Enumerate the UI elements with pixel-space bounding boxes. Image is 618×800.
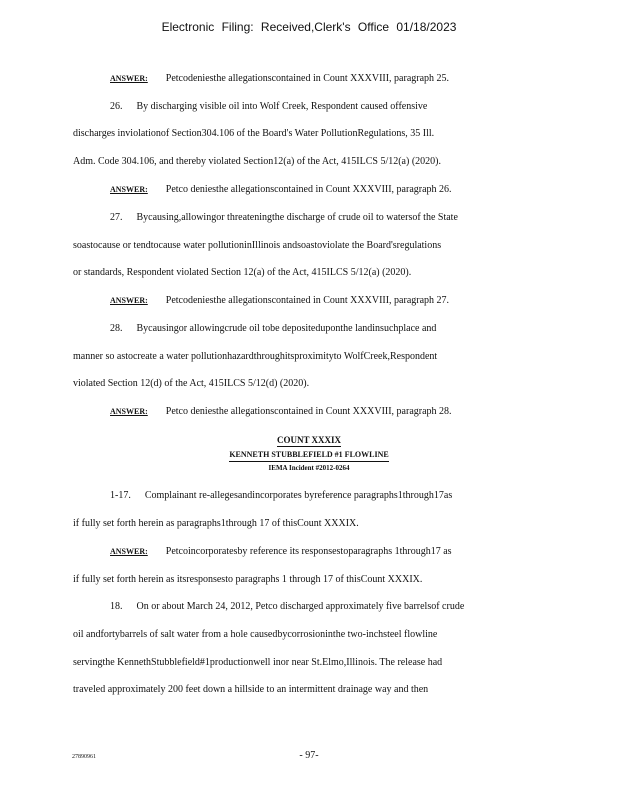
answer-paragraph-1-17-line-2: if fully set forth herein as itsresponsesto paragraphs 1 through 17 of thisCount XXXIX.: [73, 574, 423, 585]
paragraph-number: 26.: [110, 101, 123, 112]
paragraph-number: 27.: [110, 212, 123, 223]
answer-paragraph-26: [110, 184, 452, 196]
page-number: - 97-: [299, 750, 319, 761]
answer-text: Petco deniesthe allegationscontained in Count XXXVIII, paragraph 26.: [165, 184, 452, 195]
paragraph-27-line-2: soastocause or tendtocause water pollutioninIllinois andsoastoviolate the Board'sregulations: [73, 240, 442, 251]
answer-paragraph-27: [110, 295, 449, 307]
filing-stamp-header: Electronic Filing: Received,Clerk's Office 01/18/2023: [161, 20, 457, 34]
paragraph-text: Complainant re-allegesandincorporates byreference paragraphs1through17as: [144, 490, 453, 501]
paragraph-number: 1-17.: [110, 490, 131, 501]
paragraph-text: Bycausingor allowingcrude oil tobe depositeduponthe landinsuchplace and: [136, 323, 437, 334]
paragraph-18-line-4: traveled approximately 200 feet down a hillside to an intermittent drainage way and then: [73, 684, 429, 695]
paragraph-26-line-1: [110, 101, 427, 113]
answer-label: ANSWER:: [110, 547, 148, 556]
paragraph-28-line-1: [110, 323, 436, 335]
answer-label: ANSWER:: [110, 407, 148, 416]
paragraph-26-line-3: Adm. Code 304.106, and thereby violated Section12(a) of the Act, 415ILCS 5/12(a) (2020).: [73, 156, 441, 167]
answer-label: ANSWER:: [110, 74, 148, 83]
count-heading: [0, 434, 618, 447]
paragraph-26-line-2: discharges inviolationof Section304.106 of the Board's Water PollutionRegulations, 35 Ill.: [73, 128, 435, 139]
answer-text: Petcoincorporatesby reference its responsestoparagraphs 1through17 as: [165, 546, 452, 557]
paragraph-text: Bycausing,allowingor threateningthe discharge of crude oil to watersof the State: [136, 212, 458, 223]
answer-paragraph-28: [110, 406, 452, 418]
paragraph-1-17-line-1: [110, 490, 452, 502]
document-id: 27890961: [72, 754, 96, 760]
paragraph-18-line-1: [110, 601, 464, 613]
paragraph-text: On or about March 24, 2012, Petco discharged approximately five barrelsof crude: [136, 601, 465, 612]
answer-text: Petco deniesthe allegationscontained in Count XXXVIII, paragraph 28.: [165, 406, 452, 417]
count-title: COUNT XXXIX: [276, 435, 342, 445]
paragraph-number: 28.: [110, 323, 123, 334]
count-subtitle: [0, 449, 618, 462]
answer-text: Petcodeniesthe allegationscontained in Count XXXVIII, paragraph 27.: [165, 295, 450, 306]
answer-paragraph-1-17-line-1: [110, 546, 452, 558]
paragraph-number: 18.: [110, 601, 123, 612]
count-incident: IEMA Incident #2012-0264: [268, 464, 350, 472]
answer-paragraph-25: [110, 73, 449, 85]
paragraph-18-line-3: servingthe KennethStubblefield#1productionwell inor near St.Elmo,Illinois. The release had: [73, 657, 443, 668]
paragraph-1-17-line-2: if fully set forth herein as paragraphs1through 17 of thisCount XXXIX.: [73, 518, 359, 529]
count-subtitle-text: KENNETH STUBBLEFIELD #1 FLOWLINE: [229, 449, 388, 462]
paragraph-18-line-2: oil andfortybarrels of salt water from a hole causedbycorrosioninthe two-inchsteel flowline: [73, 629, 438, 640]
paragraph-text: By discharging visible oil into Wolf Creek, Respondent caused offensive: [136, 101, 428, 112]
answer-label: ANSWER:: [110, 185, 148, 194]
paragraph-28-line-2: manner so astocreate a water pollutionhazardthroughitsproximityto WolfCreek,Respondent: [73, 351, 438, 362]
paragraph-27-line-1: [110, 212, 458, 224]
answer-label: ANSWER:: [110, 296, 148, 305]
paragraph-28-line-3: violated Section 12(d) of the Act, 415ILCS 5/12(d) (2020).: [73, 378, 310, 389]
paragraph-27-line-3: or standards, Respondent violated Section 12(a) of the Act, 415ILCS 5/12(a) (2020).: [73, 267, 412, 278]
answer-text: Petcodeniesthe allegationscontained in Count XXXVIII, paragraph 25.: [165, 73, 450, 84]
